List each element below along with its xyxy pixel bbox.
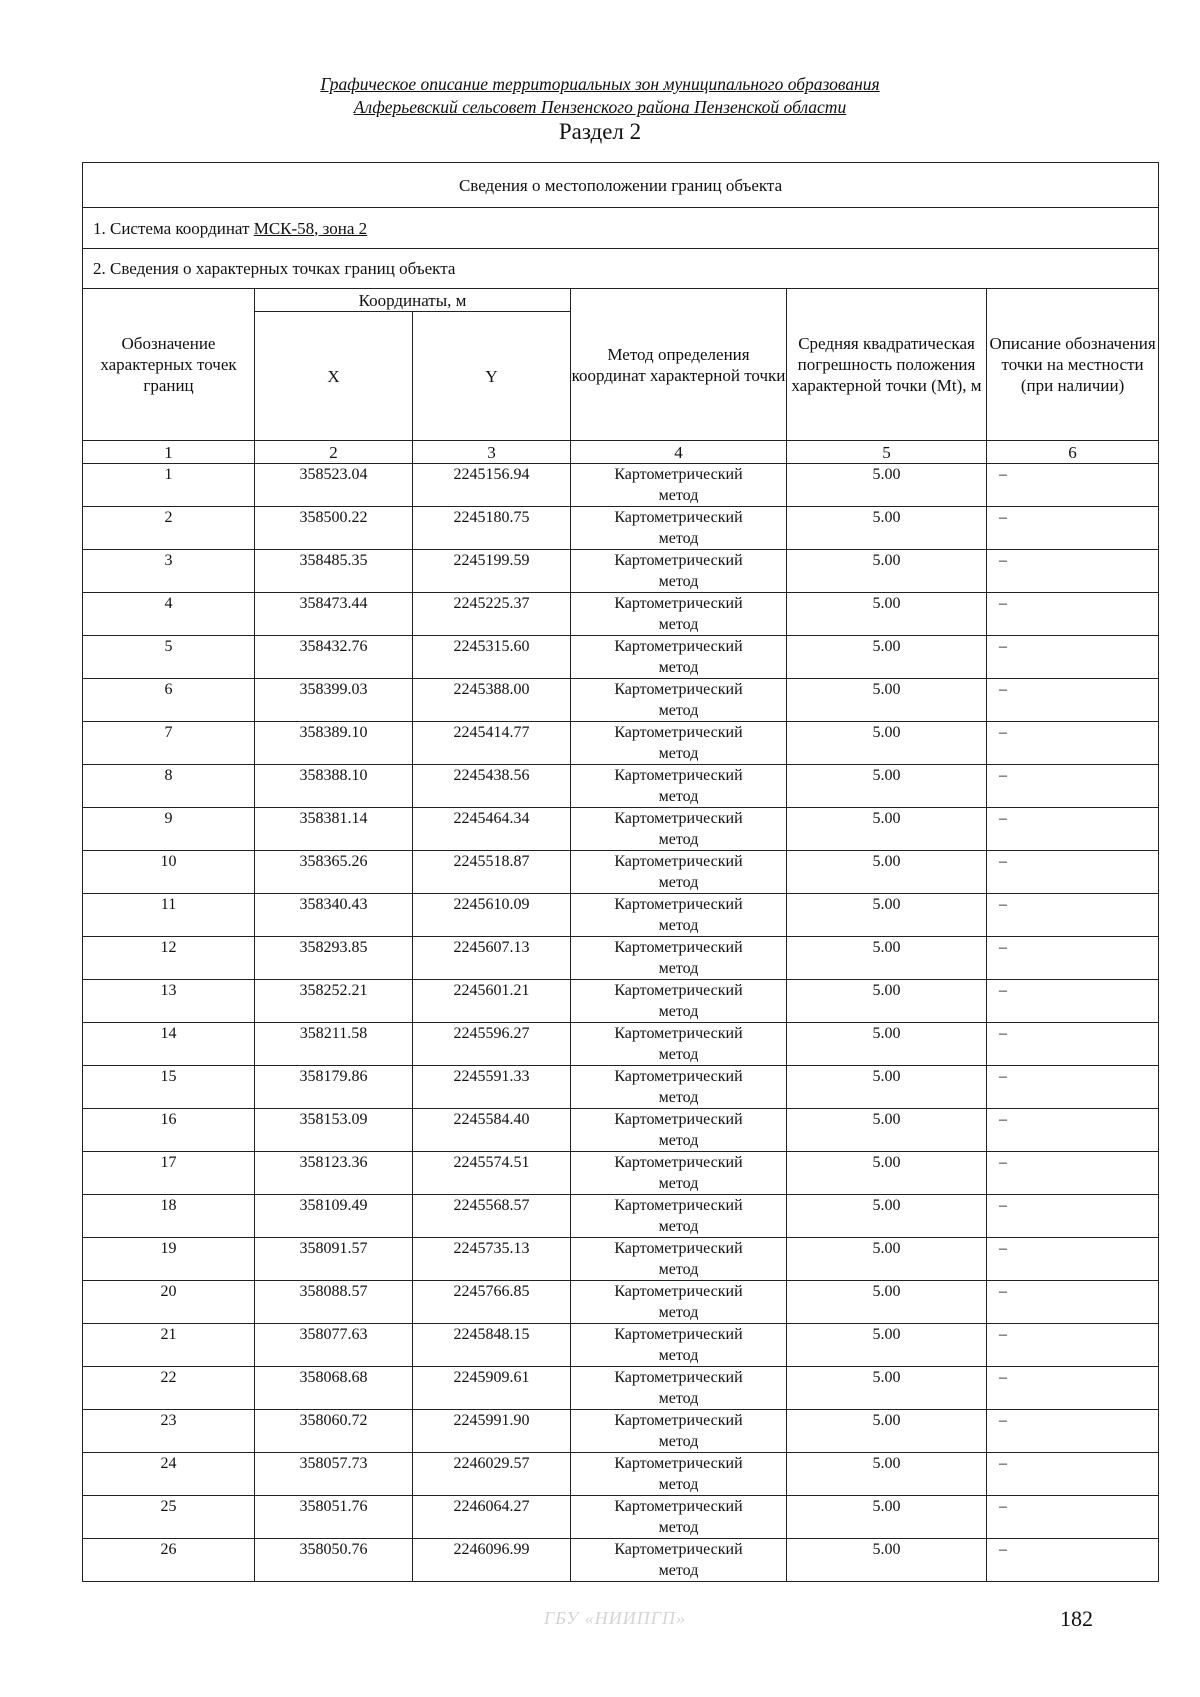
y-coordinate-cell: 2245596.27 (413, 1023, 571, 1066)
description-cell: – (987, 851, 1159, 894)
table-row (83, 550, 1159, 593)
method-line-2: метод (658, 487, 699, 504)
x-coordinate-cell: 358153.09 (255, 1109, 413, 1152)
method-line-2: метод (658, 1390, 699, 1407)
x-coordinate-cell: 358051.76 (255, 1496, 413, 1539)
description-cell: – (987, 765, 1159, 808)
y-coordinate-cell: 2245735.13 (413, 1238, 571, 1281)
method-line-1: Картометрический (614, 982, 743, 999)
description-cell: – (987, 1023, 1159, 1066)
table-row (83, 722, 1159, 765)
table-row (83, 1453, 1159, 1496)
x-coordinate-cell: 358381.14 (255, 808, 413, 851)
point-id-cell: 8 (83, 765, 255, 808)
y-coordinate-cell: 2245601.21 (413, 980, 571, 1023)
method-line-2: метод (658, 745, 699, 762)
table-row (83, 593, 1159, 636)
table-row (83, 1539, 1159, 1582)
header-method: Метод определения координат характерной точки (571, 289, 787, 441)
column-number: 6 (987, 441, 1159, 464)
method-cell (571, 1496, 787, 1539)
table-row (83, 1324, 1159, 1367)
method-cell (571, 1367, 787, 1410)
method-line-2: метод (658, 616, 699, 633)
column-number: 5 (787, 441, 987, 464)
x-coordinate-cell: 358293.85 (255, 937, 413, 980)
method-line-2: метод (658, 1089, 699, 1106)
method-line-1: Картометрический (614, 1111, 743, 1128)
point-id-cell: 15 (83, 1066, 255, 1109)
point-id-cell: 12 (83, 937, 255, 980)
table-row (83, 894, 1159, 937)
y-coordinate-cell: 2246029.57 (413, 1453, 571, 1496)
method-line-1: Картометрический (614, 1154, 743, 1171)
description-cell: – (987, 980, 1159, 1023)
error-cell: 5.00 (787, 1324, 987, 1367)
description-cell: – (987, 894, 1159, 937)
table-row (83, 1109, 1159, 1152)
method-line-2: метод (658, 573, 699, 590)
error-cell: 5.00 (787, 1109, 987, 1152)
description-cell: – (987, 1324, 1159, 1367)
method-cell (571, 1410, 787, 1453)
point-id-cell: 4 (83, 593, 255, 636)
y-coordinate-cell: 2245591.33 (413, 1066, 571, 1109)
x-coordinate-cell: 358340.43 (255, 894, 413, 937)
x-coordinate-cell: 358485.35 (255, 550, 413, 593)
point-id-cell: 6 (83, 679, 255, 722)
table-caption: Сведения о местоположении границ объекта (83, 163, 1159, 208)
method-line-1: Картометрический (614, 1455, 743, 1472)
method-cell (571, 1066, 787, 1109)
table-row (83, 1152, 1159, 1195)
point-id-cell: 10 (83, 851, 255, 894)
error-cell: 5.00 (787, 937, 987, 980)
y-coordinate-cell: 2245574.51 (413, 1152, 571, 1195)
error-cell: 5.00 (787, 636, 987, 679)
method-line-2: метод (658, 874, 699, 891)
description-cell: – (987, 1453, 1159, 1496)
point-id-cell: 21 (83, 1324, 255, 1367)
point-id-cell: 1 (83, 464, 255, 507)
method-line-1: Картометрический (614, 1283, 743, 1300)
method-line-2: метод (658, 1476, 699, 1493)
point-id-cell: 16 (83, 1109, 255, 1152)
table-row (83, 636, 1159, 679)
method-line-1: Картометрический (614, 724, 743, 741)
y-coordinate-cell: 2245199.59 (413, 550, 571, 593)
error-cell: 5.00 (787, 1152, 987, 1195)
footer-organization: ГБУ «НИИПГП» (544, 1608, 686, 1628)
description-cell: – (987, 937, 1159, 980)
y-coordinate-cell: 2245610.09 (413, 894, 571, 937)
method-line-2: метод (658, 788, 699, 805)
x-coordinate-cell: 358077.63 (255, 1324, 413, 1367)
description-cell: – (987, 550, 1159, 593)
method-line-2: метод (658, 831, 699, 848)
document-title-line-1: Графическое описание территориальных зон муниципального образования (320, 74, 880, 94)
table-row (83, 980, 1159, 1023)
table-row (83, 507, 1159, 550)
x-coordinate-cell: 358388.10 (255, 765, 413, 808)
column-number: 4 (571, 441, 787, 464)
header-coordinates: Координаты, м (255, 289, 571, 312)
method-line-1: Картометрический (614, 1498, 743, 1515)
y-coordinate-cell: 2245909.61 (413, 1367, 571, 1410)
error-cell: 5.00 (787, 464, 987, 507)
method-cell (571, 1281, 787, 1324)
method-line-2: метод (658, 1218, 699, 1235)
method-line-1: Картометрический (614, 810, 743, 827)
header-error: Средняя квадратическая погрешность положения характерной точки (Mt), м (787, 289, 987, 441)
description-cell: – (987, 1152, 1159, 1195)
description-cell: – (987, 593, 1159, 636)
error-cell: 5.00 (787, 1496, 987, 1539)
coordinate-system-value: МСК-58, зона 2 (253, 218, 368, 238)
method-cell (571, 1023, 787, 1066)
header-designation: Обозначение характерных точек границ (83, 289, 255, 441)
y-coordinate-cell: 2245584.40 (413, 1109, 571, 1152)
method-line-1: Картометрический (614, 767, 743, 784)
y-coordinate-cell: 2245464.34 (413, 808, 571, 851)
method-cell (571, 1109, 787, 1152)
method-line-1: Картометрический (614, 939, 743, 956)
error-cell: 5.00 (787, 808, 987, 851)
point-id-cell: 25 (83, 1496, 255, 1539)
y-coordinate-cell: 2245991.90 (413, 1410, 571, 1453)
method-line-1: Картометрический (614, 896, 743, 913)
point-id-cell: 5 (83, 636, 255, 679)
table-row (83, 679, 1159, 722)
x-coordinate-cell: 358211.58 (255, 1023, 413, 1066)
table-row (83, 765, 1159, 808)
y-coordinate-cell: 2245438.56 (413, 765, 571, 808)
point-id-cell: 2 (83, 507, 255, 550)
method-cell (571, 593, 787, 636)
error-cell: 5.00 (787, 851, 987, 894)
method-line-2: метод (658, 530, 699, 547)
method-cell (571, 464, 787, 507)
method-line-2: метод (658, 659, 699, 676)
y-coordinate-cell: 2246064.27 (413, 1496, 571, 1539)
point-id-cell: 20 (83, 1281, 255, 1324)
section-title: Раздел 2 (558, 119, 642, 144)
method-line-1: Картометрический (614, 466, 743, 483)
x-coordinate-cell: 358179.86 (255, 1066, 413, 1109)
error-cell: 5.00 (787, 894, 987, 937)
point-id-cell: 13 (83, 980, 255, 1023)
column-number: 3 (413, 441, 571, 464)
x-coordinate-cell: 358060.72 (255, 1410, 413, 1453)
header-y: Y (413, 312, 571, 441)
table-row (83, 1496, 1159, 1539)
method-line-1: Картометрический (614, 1369, 743, 1386)
x-coordinate-cell: 358473.44 (255, 593, 413, 636)
description-cell: – (987, 507, 1159, 550)
error-cell: 5.00 (787, 679, 987, 722)
method-line-1: Картометрический (614, 1412, 743, 1429)
error-cell: 5.00 (787, 1453, 987, 1496)
method-cell (571, 1539, 787, 1582)
points-section-title: 2. Сведения о характерных точках границ объекта (83, 249, 1159, 289)
method-cell (571, 1195, 787, 1238)
method-line-1: Картометрический (614, 1240, 743, 1257)
description-cell: – (987, 1539, 1159, 1582)
header-x: X (255, 312, 413, 441)
error-cell: 5.00 (787, 1238, 987, 1281)
x-coordinate-cell: 358500.22 (255, 507, 413, 550)
method-line-1: Картометрический (614, 595, 743, 612)
column-number: 1 (83, 441, 255, 464)
error-cell: 5.00 (787, 1281, 987, 1324)
point-id-cell: 14 (83, 1023, 255, 1066)
error-cell: 5.00 (787, 550, 987, 593)
method-line-2: метод (658, 1175, 699, 1192)
point-id-cell: 3 (83, 550, 255, 593)
description-cell: – (987, 1410, 1159, 1453)
error-cell: 5.00 (787, 593, 987, 636)
description-cell: – (987, 1238, 1159, 1281)
header-description: Описание обозначения точки на местности (при наличии) (987, 289, 1159, 441)
error-cell: 5.00 (787, 1023, 987, 1066)
method-cell (571, 851, 787, 894)
method-cell (571, 1238, 787, 1281)
description-cell: – (987, 1195, 1159, 1238)
point-id-cell: 22 (83, 1367, 255, 1410)
description-cell: – (987, 722, 1159, 765)
table-row (83, 1023, 1159, 1066)
x-coordinate-cell: 358057.73 (255, 1453, 413, 1496)
error-cell: 5.00 (787, 1195, 987, 1238)
method-line-2: метод (658, 702, 699, 719)
method-line-2: метод (658, 1519, 699, 1536)
y-coordinate-cell: 2245766.85 (413, 1281, 571, 1324)
table-row (83, 1367, 1159, 1410)
y-coordinate-cell: 2245315.60 (413, 636, 571, 679)
x-coordinate-cell: 358399.03 (255, 679, 413, 722)
description-cell: – (987, 464, 1159, 507)
point-id-cell: 24 (83, 1453, 255, 1496)
x-coordinate-cell: 358088.57 (255, 1281, 413, 1324)
table-row (83, 851, 1159, 894)
table-row (83, 464, 1159, 507)
table-row (83, 1238, 1159, 1281)
method-line-1: Картометрический (614, 1068, 743, 1085)
method-cell (571, 1453, 787, 1496)
x-coordinate-cell: 358252.21 (255, 980, 413, 1023)
point-id-cell: 26 (83, 1539, 255, 1582)
method-cell (571, 808, 787, 851)
method-line-1: Картометрический (614, 552, 743, 569)
point-id-cell: 7 (83, 722, 255, 765)
description-cell: – (987, 808, 1159, 851)
x-coordinate-cell: 358091.57 (255, 1238, 413, 1281)
method-line-1: Картометрический (614, 1326, 743, 1343)
coordinate-system-row (83, 208, 1159, 249)
y-coordinate-cell: 2245607.13 (413, 937, 571, 980)
x-coordinate-cell: 358050.76 (255, 1539, 413, 1582)
x-coordinate-cell: 358123.36 (255, 1152, 413, 1195)
method-line-2: метод (658, 1347, 699, 1364)
method-line-1: Картометрический (614, 638, 743, 655)
method-cell (571, 765, 787, 808)
method-line-1: Картометрический (614, 853, 743, 870)
description-cell: – (987, 636, 1159, 679)
point-id-cell: 19 (83, 1238, 255, 1281)
y-coordinate-cell: 2245180.75 (413, 507, 571, 550)
method-line-1: Картометрический (614, 1541, 743, 1558)
x-coordinate-cell: 358109.49 (255, 1195, 413, 1238)
method-line-2: метод (658, 1132, 699, 1149)
method-cell (571, 507, 787, 550)
x-coordinate-cell: 358068.68 (255, 1367, 413, 1410)
description-cell: – (987, 1066, 1159, 1109)
point-id-cell: 11 (83, 894, 255, 937)
point-id-cell: 23 (83, 1410, 255, 1453)
y-coordinate-cell: 2245414.77 (413, 722, 571, 765)
method-cell (571, 980, 787, 1023)
error-cell: 5.00 (787, 765, 987, 808)
method-line-2: метод (658, 1433, 699, 1450)
method-cell (571, 550, 787, 593)
x-coordinate-cell: 358389.10 (255, 722, 413, 765)
table-row (83, 1066, 1159, 1109)
coordinate-system-label: 1. Система координат (93, 218, 250, 238)
method-line-2: метод (658, 960, 699, 977)
description-cell: – (987, 679, 1159, 722)
method-line-1: Картометрический (614, 681, 743, 698)
error-cell: 5.00 (787, 1539, 987, 1582)
method-line-2: метод (658, 1046, 699, 1063)
y-coordinate-cell: 2245848.15 (413, 1324, 571, 1367)
error-cell: 5.00 (787, 1066, 987, 1109)
y-coordinate-cell: 2245518.87 (413, 851, 571, 894)
method-line-2: метод (658, 1562, 699, 1579)
method-line-2: метод (658, 1261, 699, 1278)
table-row (83, 1281, 1159, 1324)
x-coordinate-cell: 358523.04 (255, 464, 413, 507)
description-cell: – (987, 1496, 1159, 1539)
method-cell (571, 636, 787, 679)
method-line-2: метод (658, 1304, 699, 1321)
table-row (83, 1195, 1159, 1238)
description-cell: – (987, 1109, 1159, 1152)
y-coordinate-cell: 2245225.37 (413, 593, 571, 636)
document-title-line-2: Алферьевский сельсовет Пензенского района Пензенской области (353, 97, 847, 117)
method-line-1: Картометрический (614, 1025, 743, 1042)
method-cell (571, 894, 787, 937)
method-cell (571, 1324, 787, 1367)
point-id-cell: 17 (83, 1152, 255, 1195)
method-line-1: Картометрический (614, 1197, 743, 1214)
method-cell (571, 679, 787, 722)
description-cell: – (987, 1281, 1159, 1324)
point-id-cell: 9 (83, 808, 255, 851)
method-cell (571, 937, 787, 980)
table-row (83, 808, 1159, 851)
error-cell: 5.00 (787, 722, 987, 765)
x-coordinate-cell: 358432.76 (255, 636, 413, 679)
error-cell: 5.00 (787, 980, 987, 1023)
y-coordinate-cell: 2246096.99 (413, 1539, 571, 1582)
boundary-points-table (82, 162, 1159, 1582)
method-line-2: метод (658, 917, 699, 934)
method-line-2: метод (658, 1003, 699, 1020)
y-coordinate-cell: 2245388.00 (413, 679, 571, 722)
page-number: 182 (1060, 1606, 1093, 1631)
column-numbers-row (83, 441, 1159, 464)
method-cell (571, 722, 787, 765)
y-coordinate-cell: 2245568.57 (413, 1195, 571, 1238)
x-coordinate-cell: 358365.26 (255, 851, 413, 894)
error-cell: 5.00 (787, 507, 987, 550)
error-cell: 5.00 (787, 1410, 987, 1453)
column-number: 2 (255, 441, 413, 464)
table-row (83, 937, 1159, 980)
method-cell (571, 1152, 787, 1195)
description-cell: – (987, 1367, 1159, 1410)
point-id-cell: 18 (83, 1195, 255, 1238)
y-coordinate-cell: 2245156.94 (413, 464, 571, 507)
error-cell: 5.00 (787, 1367, 987, 1410)
table-row (83, 1410, 1159, 1453)
method-line-1: Картометрический (614, 509, 743, 526)
